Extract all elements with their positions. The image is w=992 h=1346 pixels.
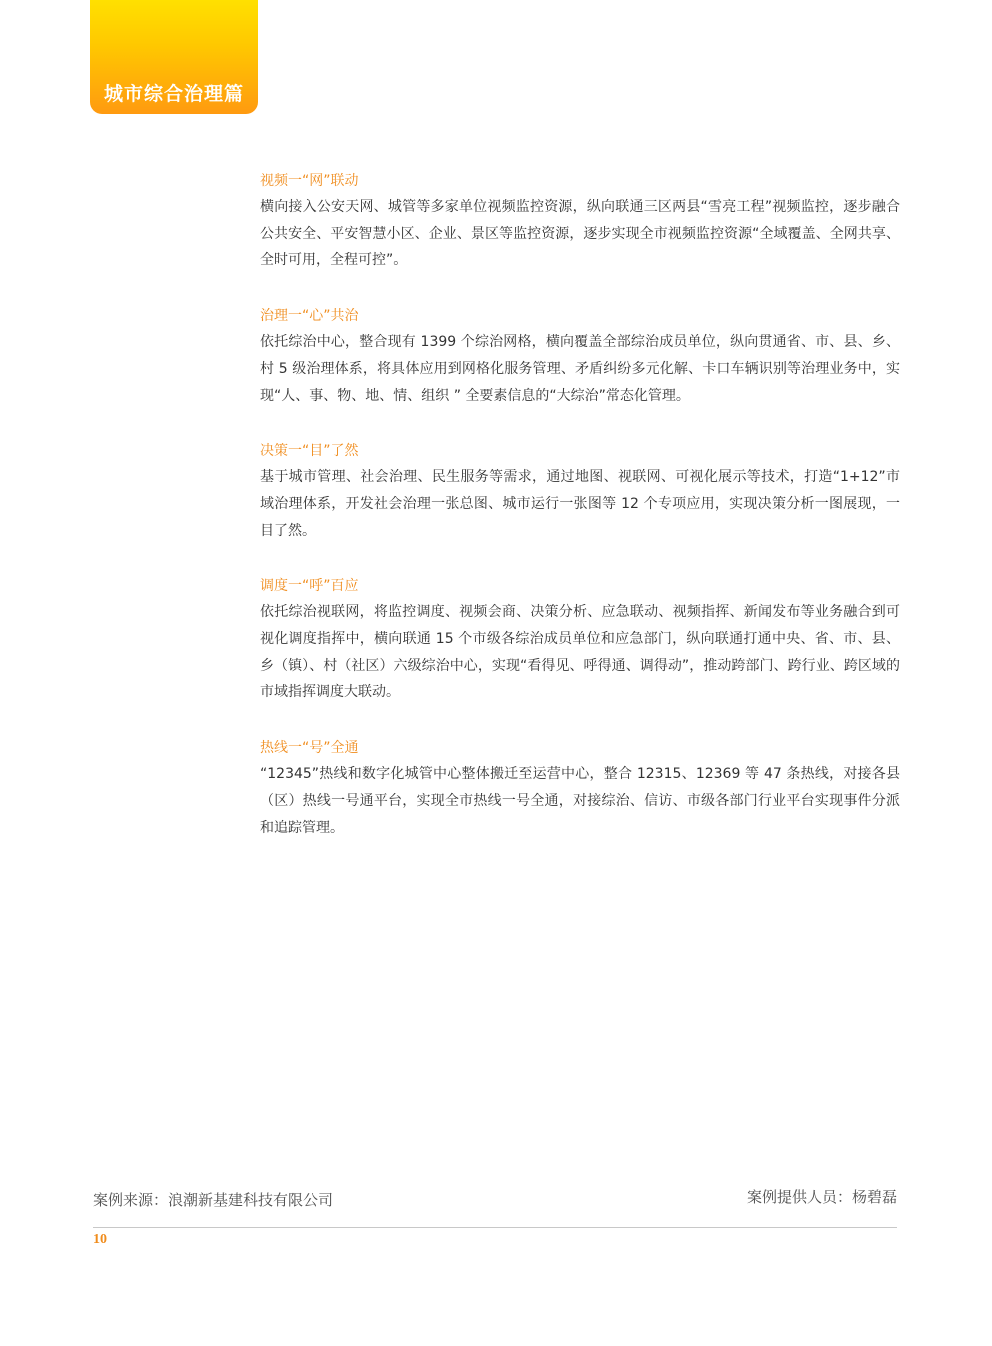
chapter-title: 城市综合治理篇 bbox=[104, 83, 245, 105]
section-heading: 视频一“网”联动 bbox=[260, 173, 359, 189]
page-number: 10 bbox=[93, 1232, 107, 1247]
section-hotline bbox=[260, 735, 900, 841]
section-body: 基于城市管理、社会治理、民生服务等需求，通过地图、视联网、可视化展示等技术，打造“1+12”市域治理体系，开发社会治理一张总图、城市运行一张图等 12 个专项应用，实现决策分析一图展现，一目了然。 bbox=[260, 469, 900, 539]
section-heading: 决策一“目”了然 bbox=[260, 443, 359, 460]
case-provider: 案例提供人员：杨碧磊 bbox=[746, 1188, 897, 1206]
section-heading: 热线一“号”全通 bbox=[260, 740, 359, 757]
section-body: 横向接入公安天网、城管等多家单位视频监控资源，纵向联通三区两县“雪亮工程”视频监控，逐步融合公共安全、平安智慧小区、企业、景区等监控资源，逐步实现全市视频监控资源“全域覆盖、全网共享、全时可用，全程可控”。 bbox=[260, 199, 900, 269]
footer-divider bbox=[93, 1227, 897, 1228]
chapter-tab bbox=[90, 0, 258, 114]
section-body: “12345”热线和数字化城管中心整体搬迁至运营中心，整合 12315、12369 等 47 条热线，对接各县（区）热线一号通平台，实现全市热线一号全通，对接综治、信访、市级各部门行业平台实现事件分派和追踪管理。 bbox=[260, 766, 900, 836]
section-body: 依托综治视联网，将监控调度、视频会商、决策分析、应急联动、视频指挥、新闻发布等业务融合到可视化调度指挥中，横向联通 15 个市级各综治成员单位和应急部门，纵向联通打通中央、省、市、县、乡（镇）、村（社区）六级综治中心，实现“看得见、呼得通、调得动”，推动跨部门、跨行业、跨区域的市域指挥调度大联动。 bbox=[260, 604, 900, 701]
section-governance-center bbox=[260, 303, 900, 409]
section-heading: 调度一“呼”百应 bbox=[260, 578, 359, 595]
section-video-network bbox=[260, 168, 900, 274]
article-content bbox=[260, 168, 900, 870]
section-decision bbox=[260, 438, 900, 544]
case-source: 案例来源：浪潮新基建科技有限公司 bbox=[93, 1191, 334, 1209]
section-dispatch bbox=[260, 573, 900, 706]
section-body: 依托综治中心，整合现有 1399 个综治网格，横向覆盖全部综治成员单位，纵向贯通省、市、县、乡、村 5 级治理体系，将具体应用到网格化服务管理、矛盾纠纷多元化解、卡口车辆识别等治理业务中，实现“人、事、物、地、情、组织 ” 全要素信息的“大综治”常态化管理。 bbox=[260, 334, 900, 404]
section-heading: 治理一“心”共治 bbox=[260, 308, 359, 325]
